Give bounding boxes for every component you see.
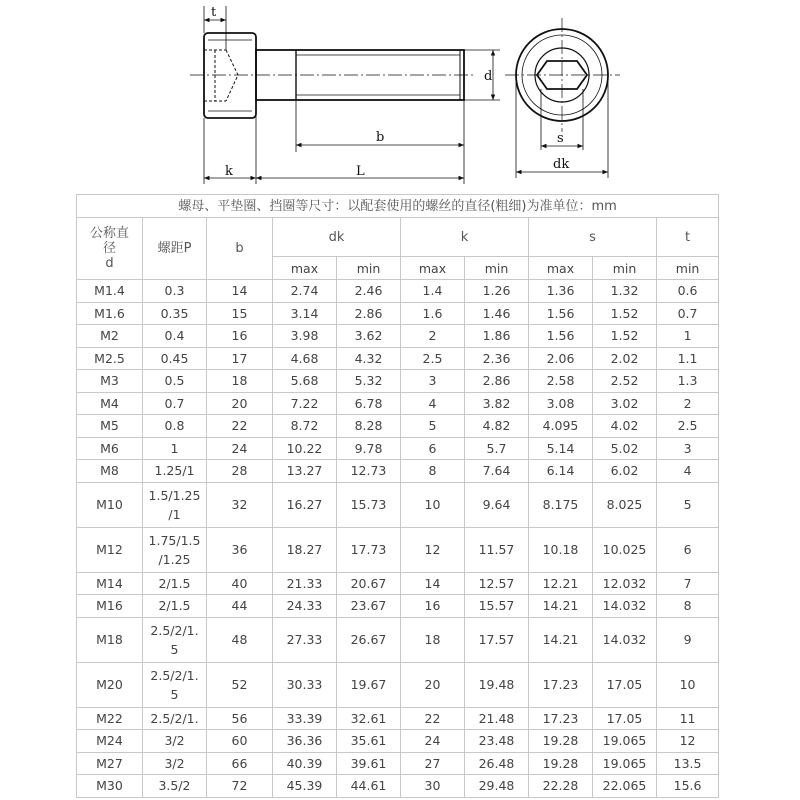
cell-p: 2/1.5 bbox=[143, 572, 207, 595]
bolt-side-view bbox=[190, 33, 475, 118]
cell-d: M5 bbox=[77, 415, 143, 438]
cell-pitch-line: 2.5/2/1. bbox=[150, 622, 199, 638]
label-s: s bbox=[557, 131, 564, 146]
cell-b: 36 bbox=[207, 527, 273, 572]
cell-dkmax: 40.39 bbox=[273, 752, 337, 775]
cell-smax: 12.21 bbox=[529, 572, 593, 595]
cell-kmax: 18 bbox=[401, 617, 465, 662]
table-row bbox=[77, 325, 719, 348]
cell-d: M24 bbox=[77, 730, 143, 753]
cell-kmax: 20 bbox=[401, 662, 465, 707]
cell-tmin: 4 bbox=[657, 460, 719, 483]
header-nominal-line2: 径 bbox=[102, 241, 116, 256]
cell-d: M27 bbox=[77, 752, 143, 775]
cell-b: 40 bbox=[207, 572, 273, 595]
table-row bbox=[77, 280, 719, 303]
cell-kmin: 2.36 bbox=[465, 347, 529, 370]
header-nominal-diameter bbox=[77, 218, 143, 280]
cell-dkmax: 21.33 bbox=[273, 572, 337, 595]
cell-smin: 12.032 bbox=[593, 572, 657, 595]
cell-dkmin: 9.78 bbox=[337, 437, 401, 460]
cell-b: 18 bbox=[207, 370, 273, 393]
cell-p: 3/2 bbox=[143, 752, 207, 775]
cell-d: M30 bbox=[77, 775, 143, 798]
cell-kmax: 5 bbox=[401, 415, 465, 438]
cell-p: 0.45 bbox=[143, 347, 207, 370]
cell-dkmax: 45.39 bbox=[273, 775, 337, 798]
cell-dkmax: 3.98 bbox=[273, 325, 337, 348]
cell-dkmax: 5.68 bbox=[273, 370, 337, 393]
cell-smin: 2.52 bbox=[593, 370, 657, 393]
hex-socket-hidden-lines bbox=[204, 50, 238, 101]
cell-kmax: 8 bbox=[401, 460, 465, 483]
cell-dkmin: 23.67 bbox=[337, 595, 401, 618]
cell-dkmin: 17.73 bbox=[337, 527, 401, 572]
cell-kmin: 11.57 bbox=[465, 527, 529, 572]
cell-b: 20 bbox=[207, 392, 273, 415]
cell-tmin: 10 bbox=[657, 662, 719, 707]
cell-smin: 17.05 bbox=[593, 707, 657, 730]
cell-dkmax: 16.27 bbox=[273, 482, 337, 527]
cell-smax: 22.28 bbox=[529, 775, 593, 798]
cell-kmin: 1.86 bbox=[465, 325, 529, 348]
cell-kmax: 12 bbox=[401, 527, 465, 572]
cell-smax: 1.36 bbox=[529, 280, 593, 303]
cell-dkmax: 36.36 bbox=[273, 730, 337, 753]
cell-d: M1.6 bbox=[77, 302, 143, 325]
cell-p bbox=[143, 482, 207, 527]
cell-d: M20 bbox=[77, 662, 143, 707]
cell-smax: 19.28 bbox=[529, 752, 593, 775]
cell-p: 0.8 bbox=[143, 415, 207, 438]
cell-kmax: 30 bbox=[401, 775, 465, 798]
cell-d: M18 bbox=[77, 617, 143, 662]
cell-p bbox=[143, 617, 207, 662]
cell-tmin: 8 bbox=[657, 595, 719, 618]
header-nominal-line3: d bbox=[105, 256, 114, 271]
cell-d: M14 bbox=[77, 572, 143, 595]
cell-pitch-line: 5 bbox=[170, 641, 179, 657]
cell-kmax: 22 bbox=[401, 707, 465, 730]
cell-tmin: 7 bbox=[657, 572, 719, 595]
cell-kmax: 16 bbox=[401, 595, 465, 618]
cell-tmin: 1.1 bbox=[657, 347, 719, 370]
cell-tmin: 2.5 bbox=[657, 415, 719, 438]
table-caption: 螺母、平垫圈、挡圈等尺寸：以配套使用的螺丝的直径(粗细)为准单位：mm bbox=[77, 195, 719, 218]
label-L: L bbox=[356, 164, 365, 179]
cell-smax: 2.58 bbox=[529, 370, 593, 393]
cell-b: 60 bbox=[207, 730, 273, 753]
cell-kmin: 26.48 bbox=[465, 752, 529, 775]
cell-dkmax: 2.74 bbox=[273, 280, 337, 303]
label-d: d bbox=[484, 69, 493, 84]
cell-dkmin: 2.46 bbox=[337, 280, 401, 303]
cell-smin: 2.02 bbox=[593, 347, 657, 370]
cell-dkmin: 8.28 bbox=[337, 415, 401, 438]
table-row bbox=[77, 707, 719, 730]
cell-kmax: 6 bbox=[401, 437, 465, 460]
cell-d: M22 bbox=[77, 707, 143, 730]
header-s-max: max bbox=[529, 257, 593, 280]
cell-d: M3 bbox=[77, 370, 143, 393]
cell-kmin: 9.64 bbox=[465, 482, 529, 527]
cell-tmin: 6 bbox=[657, 527, 719, 572]
cell-kmin: 12.57 bbox=[465, 572, 529, 595]
cell-smax: 14.21 bbox=[529, 595, 593, 618]
cell-dkmin: 15.73 bbox=[337, 482, 401, 527]
cell-kmin: 29.48 bbox=[465, 775, 529, 798]
cell-b: 48 bbox=[207, 617, 273, 662]
cell-smin: 6.02 bbox=[593, 460, 657, 483]
cell-dkmin: 39.61 bbox=[337, 752, 401, 775]
cell-dkmax: 33.39 bbox=[273, 707, 337, 730]
header-s: s bbox=[529, 218, 657, 257]
cell-dkmin: 5.32 bbox=[337, 370, 401, 393]
cell-smax: 1.56 bbox=[529, 325, 593, 348]
cell-tmin: 15.6 bbox=[657, 775, 719, 798]
cell-dkmin: 2.86 bbox=[337, 302, 401, 325]
table-row bbox=[77, 662, 719, 707]
table-row bbox=[77, 775, 719, 798]
cell-dkmin: 12.73 bbox=[337, 460, 401, 483]
cell-d: M12 bbox=[77, 527, 143, 572]
cell-kmax: 27 bbox=[401, 752, 465, 775]
cell-kmax: 1.6 bbox=[401, 302, 465, 325]
table-row bbox=[77, 527, 719, 572]
cell-b: 24 bbox=[207, 437, 273, 460]
cell-smin: 8.025 bbox=[593, 482, 657, 527]
cell-kmin: 3.82 bbox=[465, 392, 529, 415]
cell-dkmax: 13.27 bbox=[273, 460, 337, 483]
cell-tmin: 0.7 bbox=[657, 302, 719, 325]
header-nominal-line1: 公称直 bbox=[89, 226, 129, 241]
cell-kmin: 1.46 bbox=[465, 302, 529, 325]
cell-d: M2 bbox=[77, 325, 143, 348]
cell-tmin: 0.6 bbox=[657, 280, 719, 303]
cell-smin: 3.02 bbox=[593, 392, 657, 415]
cell-pitch-line: 5 bbox=[170, 686, 179, 702]
bolt-technical-drawing bbox=[0, 0, 800, 190]
cell-kmin: 2.86 bbox=[465, 370, 529, 393]
cell-smin: 1.52 bbox=[593, 302, 657, 325]
cell-dkmin: 19.67 bbox=[337, 662, 401, 707]
cell-smax: 3.08 bbox=[529, 392, 593, 415]
header-t-min: min bbox=[657, 257, 719, 280]
cell-dkmin: 44.61 bbox=[337, 775, 401, 798]
cell-kmin: 21.48 bbox=[465, 707, 529, 730]
table-row bbox=[77, 370, 719, 393]
cell-dkmin: 4.32 bbox=[337, 347, 401, 370]
cell-smax: 17.23 bbox=[529, 662, 593, 707]
cell-b: 44 bbox=[207, 595, 273, 618]
cell-p: 0.7 bbox=[143, 392, 207, 415]
cell-p: 2/1.5 bbox=[143, 595, 207, 618]
cell-b: 15 bbox=[207, 302, 273, 325]
cell-p: 3.5/2 bbox=[143, 775, 207, 798]
cell-smax: 2.06 bbox=[529, 347, 593, 370]
cell-dkmin: 26.67 bbox=[337, 617, 401, 662]
cell-b: 28 bbox=[207, 460, 273, 483]
cell-dkmax: 30.33 bbox=[273, 662, 337, 707]
cell-kmax: 4 bbox=[401, 392, 465, 415]
cell-dkmax: 4.68 bbox=[273, 347, 337, 370]
header-k: k bbox=[401, 218, 529, 257]
cell-smin: 14.032 bbox=[593, 595, 657, 618]
cell-kmax: 14 bbox=[401, 572, 465, 595]
cell-d: M2.5 bbox=[77, 347, 143, 370]
cell-p: 0.3 bbox=[143, 280, 207, 303]
cell-dkmin: 20.67 bbox=[337, 572, 401, 595]
cell-pitch-line: 1.5/1.25 bbox=[148, 487, 201, 503]
cell-pitch-line: /1 bbox=[168, 506, 181, 522]
cell-b: 17 bbox=[207, 347, 273, 370]
cell-dkmin: 35.61 bbox=[337, 730, 401, 753]
cell-tmin: 5 bbox=[657, 482, 719, 527]
cell-kmax: 24 bbox=[401, 730, 465, 753]
cell-kmin: 7.64 bbox=[465, 460, 529, 483]
table-row bbox=[77, 347, 719, 370]
cell-smin: 17.05 bbox=[593, 662, 657, 707]
bolt-end-view bbox=[505, 18, 620, 132]
cell-kmin: 17.57 bbox=[465, 617, 529, 662]
cell-dkmax: 27.33 bbox=[273, 617, 337, 662]
table-row bbox=[77, 595, 719, 618]
header-k-min: min bbox=[465, 257, 529, 280]
cell-dkmax: 7.22 bbox=[273, 392, 337, 415]
cell-p: 2.5/2/1. bbox=[143, 707, 207, 730]
cell-smax: 19.28 bbox=[529, 730, 593, 753]
cell-dkmax: 24.33 bbox=[273, 595, 337, 618]
cell-p: 3/2 bbox=[143, 730, 207, 753]
cell-d: M8 bbox=[77, 460, 143, 483]
cell-smin: 1.52 bbox=[593, 325, 657, 348]
header-b: b bbox=[207, 218, 273, 280]
table-row bbox=[77, 482, 719, 527]
cell-pitch-line: /1.25 bbox=[158, 551, 191, 567]
header-k-max: max bbox=[401, 257, 465, 280]
cell-d: M16 bbox=[77, 595, 143, 618]
cell-smin: 4.02 bbox=[593, 415, 657, 438]
cell-smax: 5.14 bbox=[529, 437, 593, 460]
cell-tmin: 1 bbox=[657, 325, 719, 348]
cell-smax: 10.18 bbox=[529, 527, 593, 572]
cell-dkmin: 6.78 bbox=[337, 392, 401, 415]
cell-p: 0.35 bbox=[143, 302, 207, 325]
table-row bbox=[77, 730, 719, 753]
cell-smin: 19.065 bbox=[593, 752, 657, 775]
cell-kmax: 1.4 bbox=[401, 280, 465, 303]
cell-smin: 1.32 bbox=[593, 280, 657, 303]
cell-b: 14 bbox=[207, 280, 273, 303]
cell-smin: 22.065 bbox=[593, 775, 657, 798]
cell-tmin: 3 bbox=[657, 437, 719, 460]
cell-b: 52 bbox=[207, 662, 273, 707]
label-dk: dk bbox=[553, 157, 570, 172]
cell-kmin: 15.57 bbox=[465, 595, 529, 618]
cell-tmin: 11 bbox=[657, 707, 719, 730]
table-row bbox=[77, 302, 719, 325]
cell-smax: 1.56 bbox=[529, 302, 593, 325]
table-row bbox=[77, 415, 719, 438]
cell-dkmax: 10.22 bbox=[273, 437, 337, 460]
cell-smax: 4.095 bbox=[529, 415, 593, 438]
cell-tmin: 13.5 bbox=[657, 752, 719, 775]
cell-pitch-line: 1.75/1.5 bbox=[148, 532, 201, 548]
cell-dkmin: 32.61 bbox=[337, 707, 401, 730]
cell-kmax: 2.5 bbox=[401, 347, 465, 370]
cell-p: 0.5 bbox=[143, 370, 207, 393]
cell-kmax: 10 bbox=[401, 482, 465, 527]
cell-p: 1.25/1 bbox=[143, 460, 207, 483]
cell-kmin: 23.48 bbox=[465, 730, 529, 753]
cell-kmax: 2 bbox=[401, 325, 465, 348]
cell-smin: 19.065 bbox=[593, 730, 657, 753]
cell-d: M10 bbox=[77, 482, 143, 527]
bolt-spec-table bbox=[76, 194, 719, 798]
cell-kmax: 3 bbox=[401, 370, 465, 393]
cell-tmin: 1.3 bbox=[657, 370, 719, 393]
cell-pitch-line: 2.5/2/1. bbox=[150, 667, 199, 683]
cell-kmin: 4.82 bbox=[465, 415, 529, 438]
header-pitch: 螺距P bbox=[143, 218, 207, 280]
cell-d: M4 bbox=[77, 392, 143, 415]
cell-p bbox=[143, 527, 207, 572]
header-dk-min: min bbox=[337, 257, 401, 280]
cell-p: 1 bbox=[143, 437, 207, 460]
table-row bbox=[77, 437, 719, 460]
cell-p bbox=[143, 662, 207, 707]
cell-b: 56 bbox=[207, 707, 273, 730]
cell-tmin: 9 bbox=[657, 617, 719, 662]
cell-kmin: 19.48 bbox=[465, 662, 529, 707]
cell-dkmin: 3.62 bbox=[337, 325, 401, 348]
cell-dkmax: 8.72 bbox=[273, 415, 337, 438]
cell-kmin: 1.26 bbox=[465, 280, 529, 303]
cell-smax: 8.175 bbox=[529, 482, 593, 527]
cell-dkmax: 18.27 bbox=[273, 527, 337, 572]
cell-tmin: 12 bbox=[657, 730, 719, 753]
cell-tmin: 2 bbox=[657, 392, 719, 415]
bolt-head bbox=[204, 33, 256, 118]
cell-smin: 5.02 bbox=[593, 437, 657, 460]
cell-b: 72 bbox=[207, 775, 273, 798]
cell-dkmax: 3.14 bbox=[273, 302, 337, 325]
cell-smax: 6.14 bbox=[529, 460, 593, 483]
label-t: t bbox=[211, 5, 217, 20]
label-b: b bbox=[376, 130, 385, 145]
cell-smin: 14.032 bbox=[593, 617, 657, 662]
cell-b: 16 bbox=[207, 325, 273, 348]
cell-p: 0.4 bbox=[143, 325, 207, 348]
header-dk-max: max bbox=[273, 257, 337, 280]
cell-d: M6 bbox=[77, 437, 143, 460]
cell-smax: 14.21 bbox=[529, 617, 593, 662]
cell-b: 66 bbox=[207, 752, 273, 775]
cell-d: M1.4 bbox=[77, 280, 143, 303]
header-t: t bbox=[657, 218, 719, 257]
table-row bbox=[77, 392, 719, 415]
header-s-min: min bbox=[593, 257, 657, 280]
cell-kmin: 5.7 bbox=[465, 437, 529, 460]
cell-b: 22 bbox=[207, 415, 273, 438]
table-row bbox=[77, 752, 719, 775]
table-row bbox=[77, 572, 719, 595]
label-k: k bbox=[225, 164, 233, 179]
cell-smax: 17.23 bbox=[529, 707, 593, 730]
header-dk: dk bbox=[273, 218, 401, 257]
table-row bbox=[77, 617, 719, 662]
cell-smin: 10.025 bbox=[593, 527, 657, 572]
table-row bbox=[77, 460, 719, 483]
cell-b: 32 bbox=[207, 482, 273, 527]
